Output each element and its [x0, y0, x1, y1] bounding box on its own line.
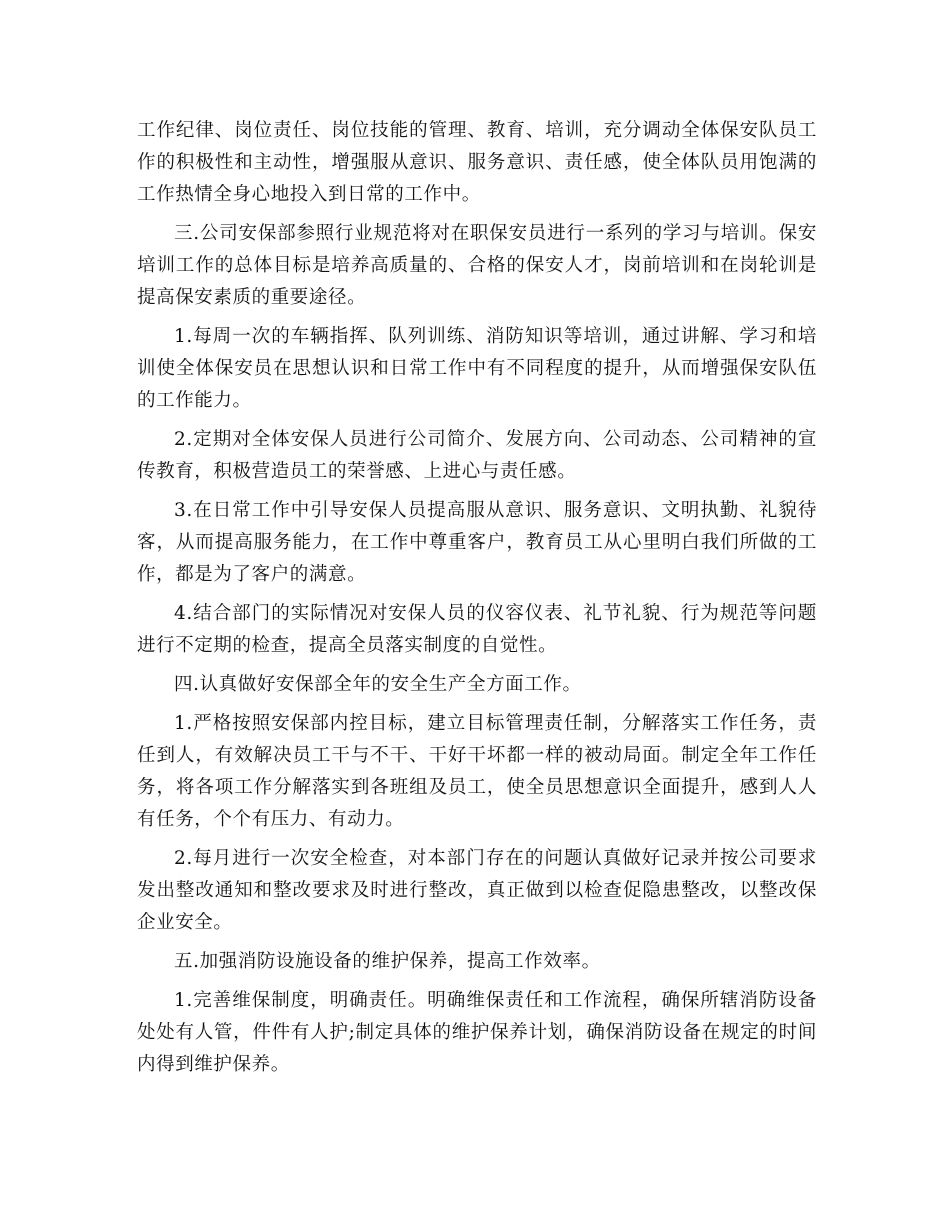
paragraph-section-3-heading: 三.公司安保部参照行业规范将对在职保安员进行一系列的学习与培训。保安培训工作的总体目标是培养高质量的、合格的保安人才，岗前培训和在岗轮训是提高保安素质的重要途径。	[137, 223, 817, 308]
paragraph-section-3-item-1: 1.每周一次的车辆指挥、队列训练、消防知识等培训，通过讲解、学习和培训使全体保安员在思想认识和日常工作中有不同程度的提升，从而增强保安队伍的工作能力。	[137, 326, 817, 411]
paragraph-section-4-heading: 四.认真做好安保部全年的安全生产全方面工作。	[174, 674, 582, 695]
paragraph-section-3-item-3: 3.在日常工作中引导安保人员提高服从意识、服务意识、文明执勤、礼貌待客，从而提高服务能力，在工作中尊重客户，教育员工从心里明白我们所做的工作，都是为了客户的满意。	[137, 500, 817, 585]
paragraph-section-3-item-4: 4.结合部门的实际情况对安保人员的仪容仪表、礼节礼貌、行为规范等问题进行不定期的检查，提高全员落实制度的自觉性。	[137, 603, 817, 656]
paragraph-section-4-item-1: 1.严格按照安保部内控目标，建立目标管理责任制，分解落实工作任务，责任到人，有效解决员工干与不干、干好干坏都一样的被动局面。制定全年工作任务，将各项工作分解落实到各班组及员工，使全员思想意识全面提升，感到人人有任务，个个有压力、有动力。	[137, 713, 817, 830]
paragraph-section-4-item-2: 2.每月进行一次安全检查，对本部门存在的问题认真做好记录并按公司要求发出整改通知和整改要求及时进行整改，真正做到以检查促隐患整改，以整改保企业安全。	[137, 848, 817, 933]
paragraph-section-5-heading: 五.加强消防设施设备的维护保养，提高工作效率。	[174, 951, 601, 972]
document-body	[137, 115, 817, 1088]
paragraph-continuation: 工作纪律、岗位责任、岗位技能的管理、教育、培训，充分调动全体保安队员工作的积极性和主动性，增强服从意识、服务意识、责任感，使全体队员用饱满的工作热情全身心地投入到日常的工作中。	[137, 120, 817, 205]
paragraph-section-5-item-1: 1.完善维保制度，明确责任。明确维保责任和工作流程，确保所辖消防设备处处有人管，件件有人护;制定具体的维护保养计划，确保消防设备在规定的时间内得到维护保养。	[137, 990, 817, 1075]
paragraph-section-3-item-2: 2.定期对全体安保人员进行公司简介、发展方向、公司动态、公司精神的宣传教育，积极营造员工的荣誉感、上进心与责任感。	[137, 429, 817, 482]
